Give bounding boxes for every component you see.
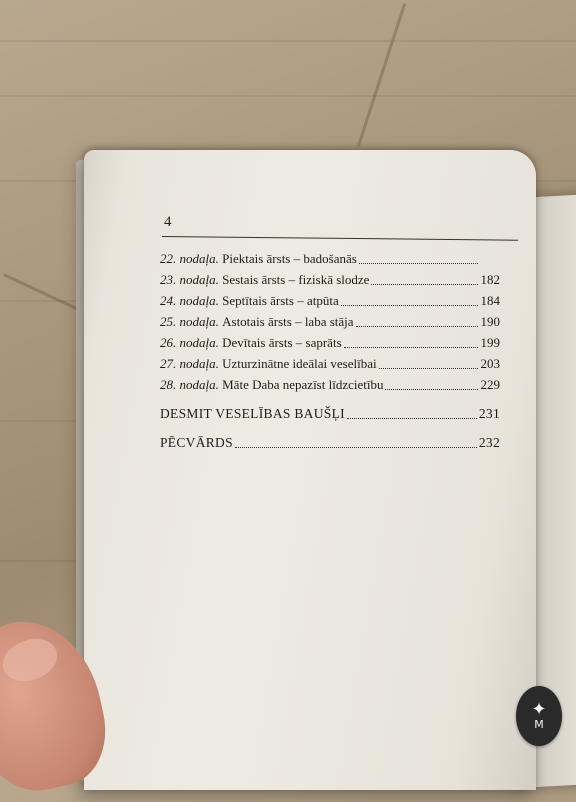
section-title: DESMIT VESELĪBAS BAUŠĻI (160, 406, 345, 421)
leader-dots (235, 446, 477, 448)
page-ref: 232 (478, 435, 500, 450)
leader-dots (385, 388, 478, 390)
page-ref: 203 (480, 356, 500, 371)
table-of-contents (160, 246, 500, 451)
chapter-number: 22. nodaļa. (160, 251, 219, 266)
board-seam (3, 273, 77, 310)
leader-dots (371, 283, 478, 285)
diamond-icon: ✦ (531, 699, 547, 720)
leader-dots (379, 367, 478, 369)
chapter-title: Sestais ārsts – fiziskā slodze (222, 272, 370, 287)
toc-entry (160, 372, 500, 393)
chapter-title: Devītais ārsts – saprāts (222, 335, 342, 350)
chapter-number: 28. nodaļa. (160, 377, 219, 392)
chapter-title: Uzturzinātne ideālai veselībai (222, 356, 377, 371)
toc-section (160, 425, 500, 451)
chapter-number: 27. nodaļa. (160, 356, 219, 371)
chapter-number: 25. nodaļa. (160, 314, 219, 329)
leader-dots (347, 417, 477, 419)
chapter-title: Astotais ārsts – laba stāja (222, 314, 354, 329)
leader-dots (359, 262, 478, 264)
leader-dots (356, 325, 478, 327)
toc-section (160, 396, 500, 422)
page-ref: 231 (478, 406, 500, 421)
toc-entry (160, 330, 500, 351)
logo-letter: M (534, 718, 544, 731)
page-number: 4 (164, 214, 172, 230)
section-title: PĒCVĀRDS (160, 435, 233, 450)
wood-grain (0, 40, 576, 42)
wood-grain (0, 95, 576, 97)
page-ref: 184 (480, 293, 500, 308)
toc-entry (160, 351, 500, 372)
chapter-number: 24. nodaļa. (160, 293, 219, 308)
toc-entry (160, 246, 500, 267)
chapter-title: Piektais ārsts – badošanās (222, 251, 357, 266)
toc-entry (160, 309, 500, 330)
page-ref: 199 (480, 335, 500, 350)
chapter-number: 26. nodaļa. (160, 335, 219, 350)
chapter-number: 23. nodaļa. (160, 272, 219, 287)
board-seam (357, 3, 406, 147)
leader-dots (341, 304, 478, 306)
leader-dots (344, 346, 478, 348)
page-ref: 229 (480, 377, 500, 392)
page-ref: 190 (480, 314, 500, 329)
chapter-title: Septītais ārsts – atpūta (222, 293, 339, 308)
chapter-title: Māte Daba nepazīst līdzcietību (222, 377, 384, 392)
watermark-logo (516, 686, 562, 746)
toc-entry (160, 267, 500, 288)
page-ref: 182 (480, 272, 500, 287)
toc-entry (160, 288, 500, 309)
